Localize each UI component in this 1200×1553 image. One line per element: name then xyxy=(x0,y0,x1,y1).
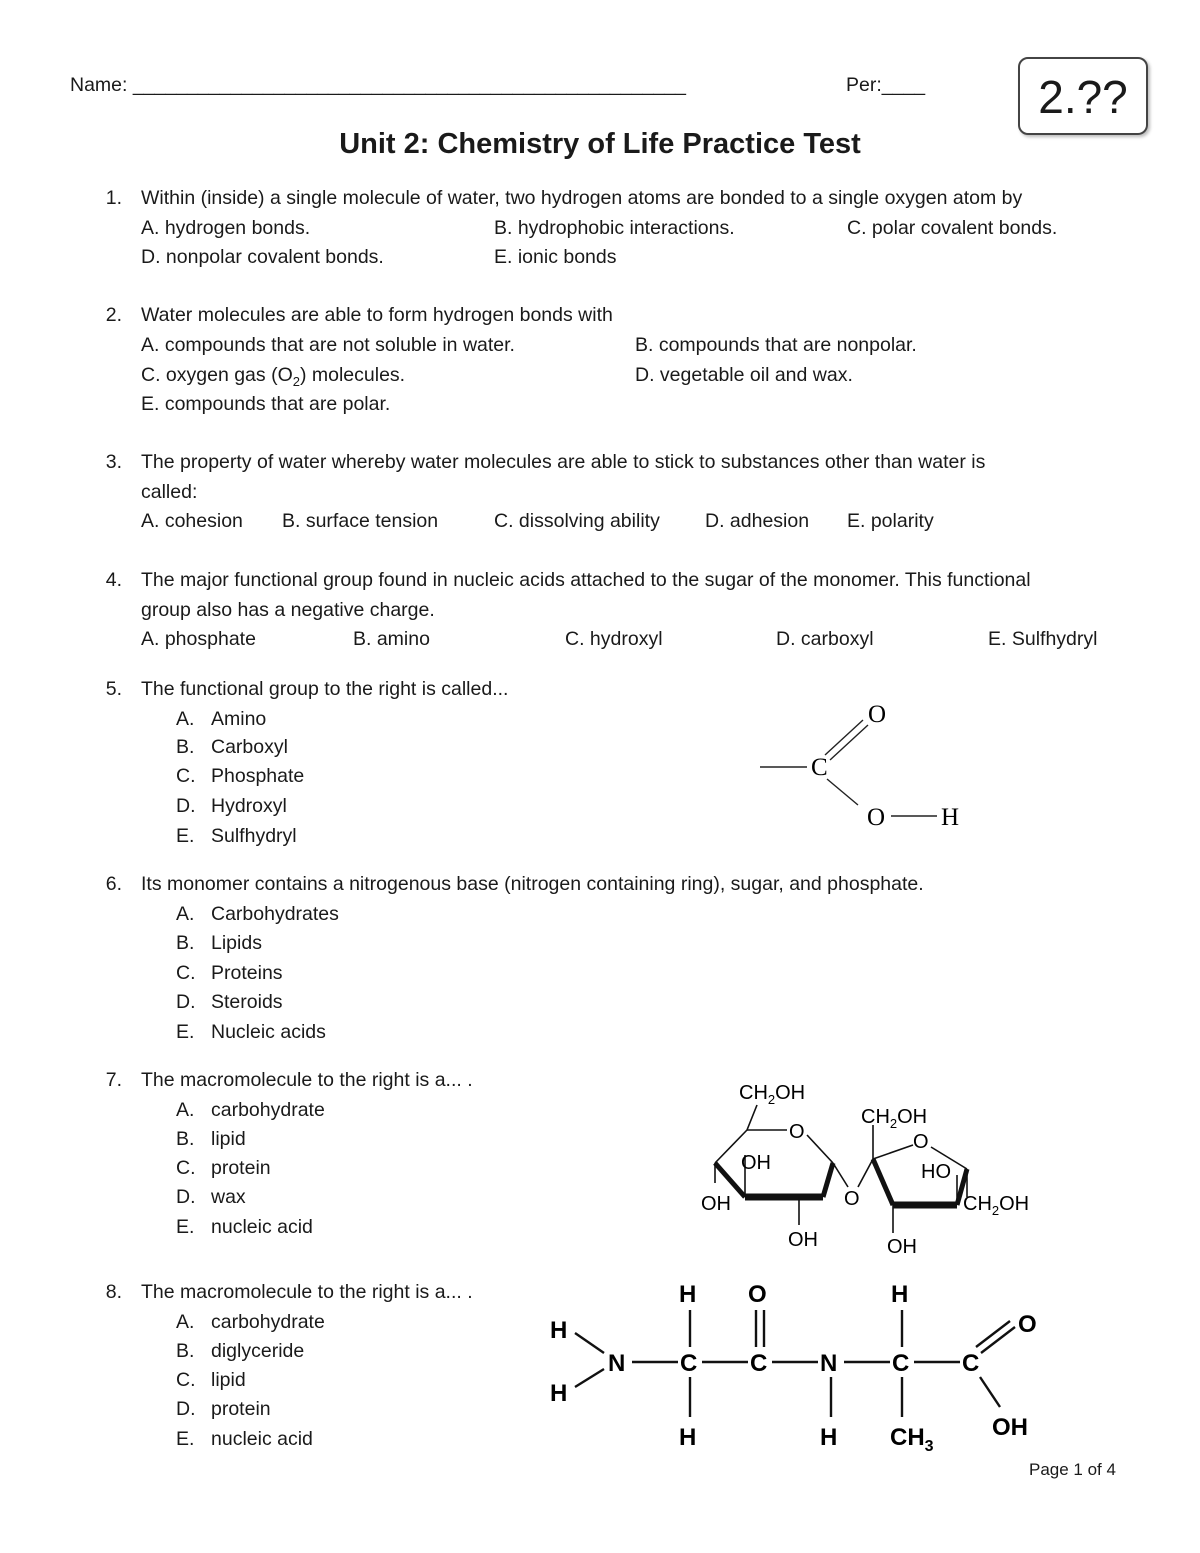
ho-label: HO xyxy=(921,1161,951,1183)
option-b[interactable]: B. compounds that are nonpolar. xyxy=(635,334,917,356)
option-letter: C. xyxy=(176,962,196,984)
score-box xyxy=(1018,57,1148,135)
question-text: The major functional group found in nucleic acids attached to the sugar of the monomer. This functional xyxy=(141,569,1031,591)
ch2oh-label: $CH_2OH$ xyxy=(963,1193,1030,1218)
option-e[interactable]: E. ionic bonds xyxy=(494,246,617,268)
hydroxyl-group: OH xyxy=(992,1414,1028,1441)
question-text: Its monomer contains a nitrogenous base (nitrogen containing ring), sugar, and phosphate. xyxy=(141,873,924,895)
option-text: nucleic acid xyxy=(211,1216,313,1238)
score-text: 2.?? xyxy=(1038,71,1128,123)
carbon-atom: C xyxy=(962,1350,980,1377)
oh-label: OH xyxy=(741,1152,771,1174)
option-e[interactable]: E. polarity xyxy=(847,510,934,532)
question-number: 6. xyxy=(105,873,122,895)
option-text: carbohydrate xyxy=(211,1099,325,1121)
option-d[interactable]: D. adhesion xyxy=(705,510,810,532)
option-letter: B. xyxy=(176,932,195,954)
option-c[interactable] xyxy=(141,364,405,389)
option-e[interactable]: E. Sulfhydryl xyxy=(988,628,1098,650)
option-text: lipid xyxy=(211,1369,246,1391)
question-text: The macromolecule to the right is a... . xyxy=(141,1281,473,1303)
option-text: protein xyxy=(211,1398,271,1420)
option-a[interactable]: A. compounds that are not soluble in water. xyxy=(141,334,515,356)
option-text: Steroids xyxy=(211,991,283,1013)
question-number: 4. xyxy=(105,569,122,591)
hydrogen-atom: H xyxy=(941,804,960,831)
question-text: Water molecules are able to form hydrogen bonds with xyxy=(141,304,613,326)
question-number: 1. xyxy=(105,187,122,209)
option-letter: E. xyxy=(176,1216,195,1238)
carbon-atom: C xyxy=(892,1350,910,1377)
option-a[interactable]: A. phosphate xyxy=(141,628,256,650)
option-letter: A. xyxy=(176,1099,195,1121)
option-letter: D. xyxy=(176,1186,196,1208)
question-text: The functional group to the right is called... xyxy=(141,678,509,700)
oxygen-atom: O xyxy=(1018,1311,1037,1338)
nitrogen-atom: N xyxy=(820,1350,838,1377)
option-c[interactable]: C. polar covalent bonds. xyxy=(847,217,1058,239)
hydrogen-atom: H xyxy=(550,1380,568,1407)
question-number: 7. xyxy=(105,1069,122,1091)
option-text: Phosphate xyxy=(211,765,305,787)
option-text: nucleic acid xyxy=(211,1428,313,1450)
option-text: Lipids xyxy=(211,932,262,954)
option-a[interactable]: A. hydrogen bonds. xyxy=(141,217,311,239)
hydroxyl-oxygen-atom: O xyxy=(867,804,886,831)
option-text: diglyceride xyxy=(211,1340,305,1362)
option-c-text-end: ) molecules. xyxy=(299,364,406,386)
page-number: Page 1 of 4 xyxy=(1029,1460,1116,1479)
option-text: protein xyxy=(211,1157,271,1179)
option-e[interactable]: E. compounds that are polar. xyxy=(141,393,391,415)
hydrogen-atom: H xyxy=(550,1317,568,1344)
nitrogen-atom: N xyxy=(608,1350,626,1377)
option-letter: D. xyxy=(176,795,196,817)
sucrose-figure xyxy=(695,1075,1080,1265)
hydrogen-atom: H xyxy=(820,1424,838,1451)
oxygen-atom: O xyxy=(748,1281,767,1308)
carbonyl-oxygen-atom: O xyxy=(868,701,887,728)
option-c[interactable]: C. hydroxyl xyxy=(565,628,663,650)
carboxyl-group-figure xyxy=(755,695,985,845)
question-number: 5. xyxy=(105,678,122,700)
option-letter: D. xyxy=(176,1398,196,1420)
option-letter: C. xyxy=(176,1157,196,1179)
option-d[interactable]: D. nonpolar covalent bonds. xyxy=(141,246,384,268)
option-b[interactable]: B. hydrophobic interactions. xyxy=(494,217,735,239)
period-field-label: Per:____ xyxy=(846,74,926,96)
option-letter: B. xyxy=(176,1128,195,1150)
option-text: carbohydrate xyxy=(211,1311,325,1333)
question-number: 2. xyxy=(105,304,122,326)
option-c-text: C. oxygen gas (O xyxy=(141,364,293,386)
option-text: Nucleic acids xyxy=(211,1021,326,1043)
option-d[interactable]: D. carboxyl xyxy=(776,628,874,650)
question-text: The property of water whereby water molecules are able to stick to substances other than water is xyxy=(141,451,986,473)
question-text: Within (inside) a single molecule of water, two hydrogen atoms are bonded to a single oxygen atom by xyxy=(141,187,1023,209)
ring-oxygen-label: O xyxy=(789,1121,805,1143)
option-letter: E. xyxy=(176,825,195,847)
option-text: Proteins xyxy=(211,962,283,984)
carbon-atom: C xyxy=(680,1350,698,1377)
dipeptide-figure xyxy=(540,1275,1060,1465)
oh-label: OH xyxy=(788,1229,818,1251)
option-a[interactable]: A. cohesion xyxy=(141,510,243,532)
option-letter: C. xyxy=(176,765,196,787)
hydrogen-atom: H xyxy=(679,1424,697,1451)
option-text: Carbohydrates xyxy=(211,903,339,925)
option-text: wax xyxy=(211,1186,246,1208)
methyl-group: $CH_3$ xyxy=(890,1424,934,1455)
page-title: Unit 2: Chemistry of Life Practice Test xyxy=(339,128,861,160)
option-letter: E. xyxy=(176,1428,195,1450)
option-text: Carboxyl xyxy=(211,736,288,758)
glycosidic-oxygen-label: O xyxy=(844,1188,860,1210)
option-d[interactable]: D. vegetable oil and wax. xyxy=(635,364,853,386)
hydrogen-atom: H xyxy=(679,1281,697,1308)
question-text: The macromolecule to the right is a... . xyxy=(141,1069,473,1091)
option-text: Sulfhydryl xyxy=(211,825,297,847)
ring-oxygen-label: O xyxy=(913,1131,929,1153)
oh-label: OH xyxy=(887,1236,917,1258)
option-letter: A. xyxy=(176,903,195,925)
option-letter: B. xyxy=(176,736,195,758)
option-letter: D. xyxy=(176,991,196,1013)
carbon-atom: C xyxy=(811,754,828,781)
option-text: lipid xyxy=(211,1128,246,1150)
option-letter: A. xyxy=(176,1311,195,1333)
option-letter: E. xyxy=(176,1021,195,1043)
ch2oh-label: $CH_2OH$ xyxy=(739,1082,806,1107)
question-text: group also has a negative charge. xyxy=(141,599,435,621)
subscript: 2 xyxy=(292,373,300,389)
option-letter: C. xyxy=(176,1369,196,1391)
question-number: 8. xyxy=(105,1281,122,1303)
option-b[interactable]: B. surface tension xyxy=(282,510,439,532)
option-letter: A. xyxy=(176,708,195,730)
name-field-label: Name: ___________________________________________________ xyxy=(70,74,686,96)
option-text: Hydroxyl xyxy=(211,795,287,817)
ch2oh-label: $CH_2OH$ xyxy=(861,1106,928,1131)
option-text: Amino xyxy=(211,708,267,730)
option-letter: B. xyxy=(176,1340,195,1362)
question-text: called: xyxy=(141,481,198,503)
oh-label: OH xyxy=(701,1193,731,1215)
question-number: 3. xyxy=(105,451,122,473)
carbon-atom: C xyxy=(750,1350,768,1377)
option-c[interactable]: C. dissolving ability xyxy=(494,510,660,532)
option-b[interactable]: B. amino xyxy=(353,628,430,650)
hydrogen-atom: H xyxy=(891,1281,909,1308)
